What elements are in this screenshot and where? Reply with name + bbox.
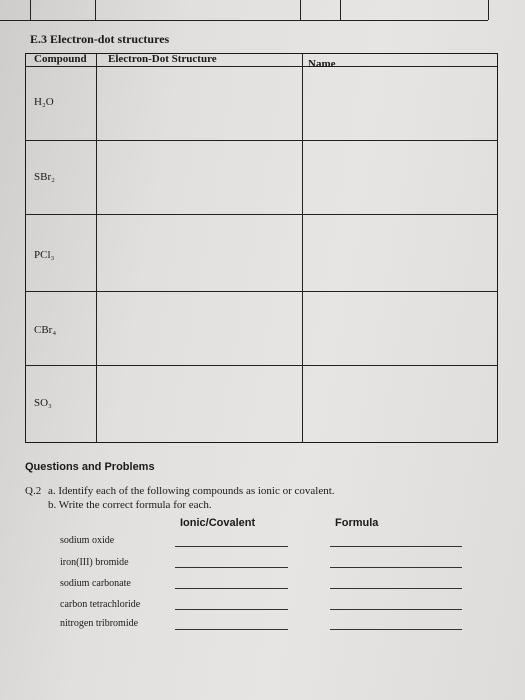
table-row-divider [26, 291, 497, 292]
header-name: Name [308, 58, 336, 70]
table-column-divider [96, 54, 97, 442]
top-table-bottom-line [0, 20, 488, 21]
compound-item: sodium carbonate [60, 578, 131, 589]
section-title: E.3 Electron-dot structures [30, 32, 170, 46]
question-part-a: a. Identify each of the following compounds as ionic or covalent. [48, 485, 335, 497]
top-table-rule [30, 0, 31, 20]
compound-cell: SBr₂ [34, 171, 55, 183]
table-row-divider [26, 365, 497, 366]
top-table-rule [340, 0, 341, 20]
formula-blank[interactable] [330, 588, 462, 589]
compound-item: iron(III) bromide [60, 557, 129, 568]
formula-blank[interactable] [330, 609, 462, 610]
ionic-covalent-blank[interactable] [175, 588, 288, 589]
top-table-rule [488, 0, 489, 20]
column-formula: Formula [335, 517, 379, 529]
formula-blank[interactable] [330, 629, 462, 630]
question-number: Q.2 [25, 485, 42, 497]
ionic-covalent-blank[interactable] [175, 609, 288, 610]
compound-item: nitrogen tribromide [60, 618, 139, 629]
ionic-covalent-blank[interactable] [175, 546, 288, 547]
ionic-covalent-blank[interactable] [175, 567, 288, 568]
top-table-rule [95, 0, 96, 20]
header-structure: Electron-Dot Structure [108, 53, 217, 65]
compound-cell: CBr₄ [34, 324, 57, 336]
compound-cell: PCl₃ [34, 249, 55, 261]
table-column-divider [302, 54, 303, 442]
compound-cell: H₂O [34, 96, 54, 108]
compound-item: sodium oxide [60, 535, 115, 546]
top-table-rule [300, 0, 301, 20]
ionic-covalent-blank[interactable] [175, 629, 288, 630]
header-compound: Compound [34, 53, 87, 65]
question-part-b: b. Write the correct formula for each. [48, 499, 212, 511]
questions-heading: Questions and Problems [25, 461, 155, 473]
table-header-divider [26, 66, 497, 67]
table-row-divider [26, 214, 497, 215]
compound-cell: SO₃ [34, 397, 52, 409]
table-row-divider [26, 140, 497, 141]
formula-blank[interactable] [330, 567, 462, 568]
compound-item: carbon tetrachloride [60, 599, 141, 610]
electron-dot-table [25, 53, 498, 443]
formula-blank[interactable] [330, 546, 462, 547]
column-ionic-covalent: Ionic/Covalent [180, 517, 256, 529]
